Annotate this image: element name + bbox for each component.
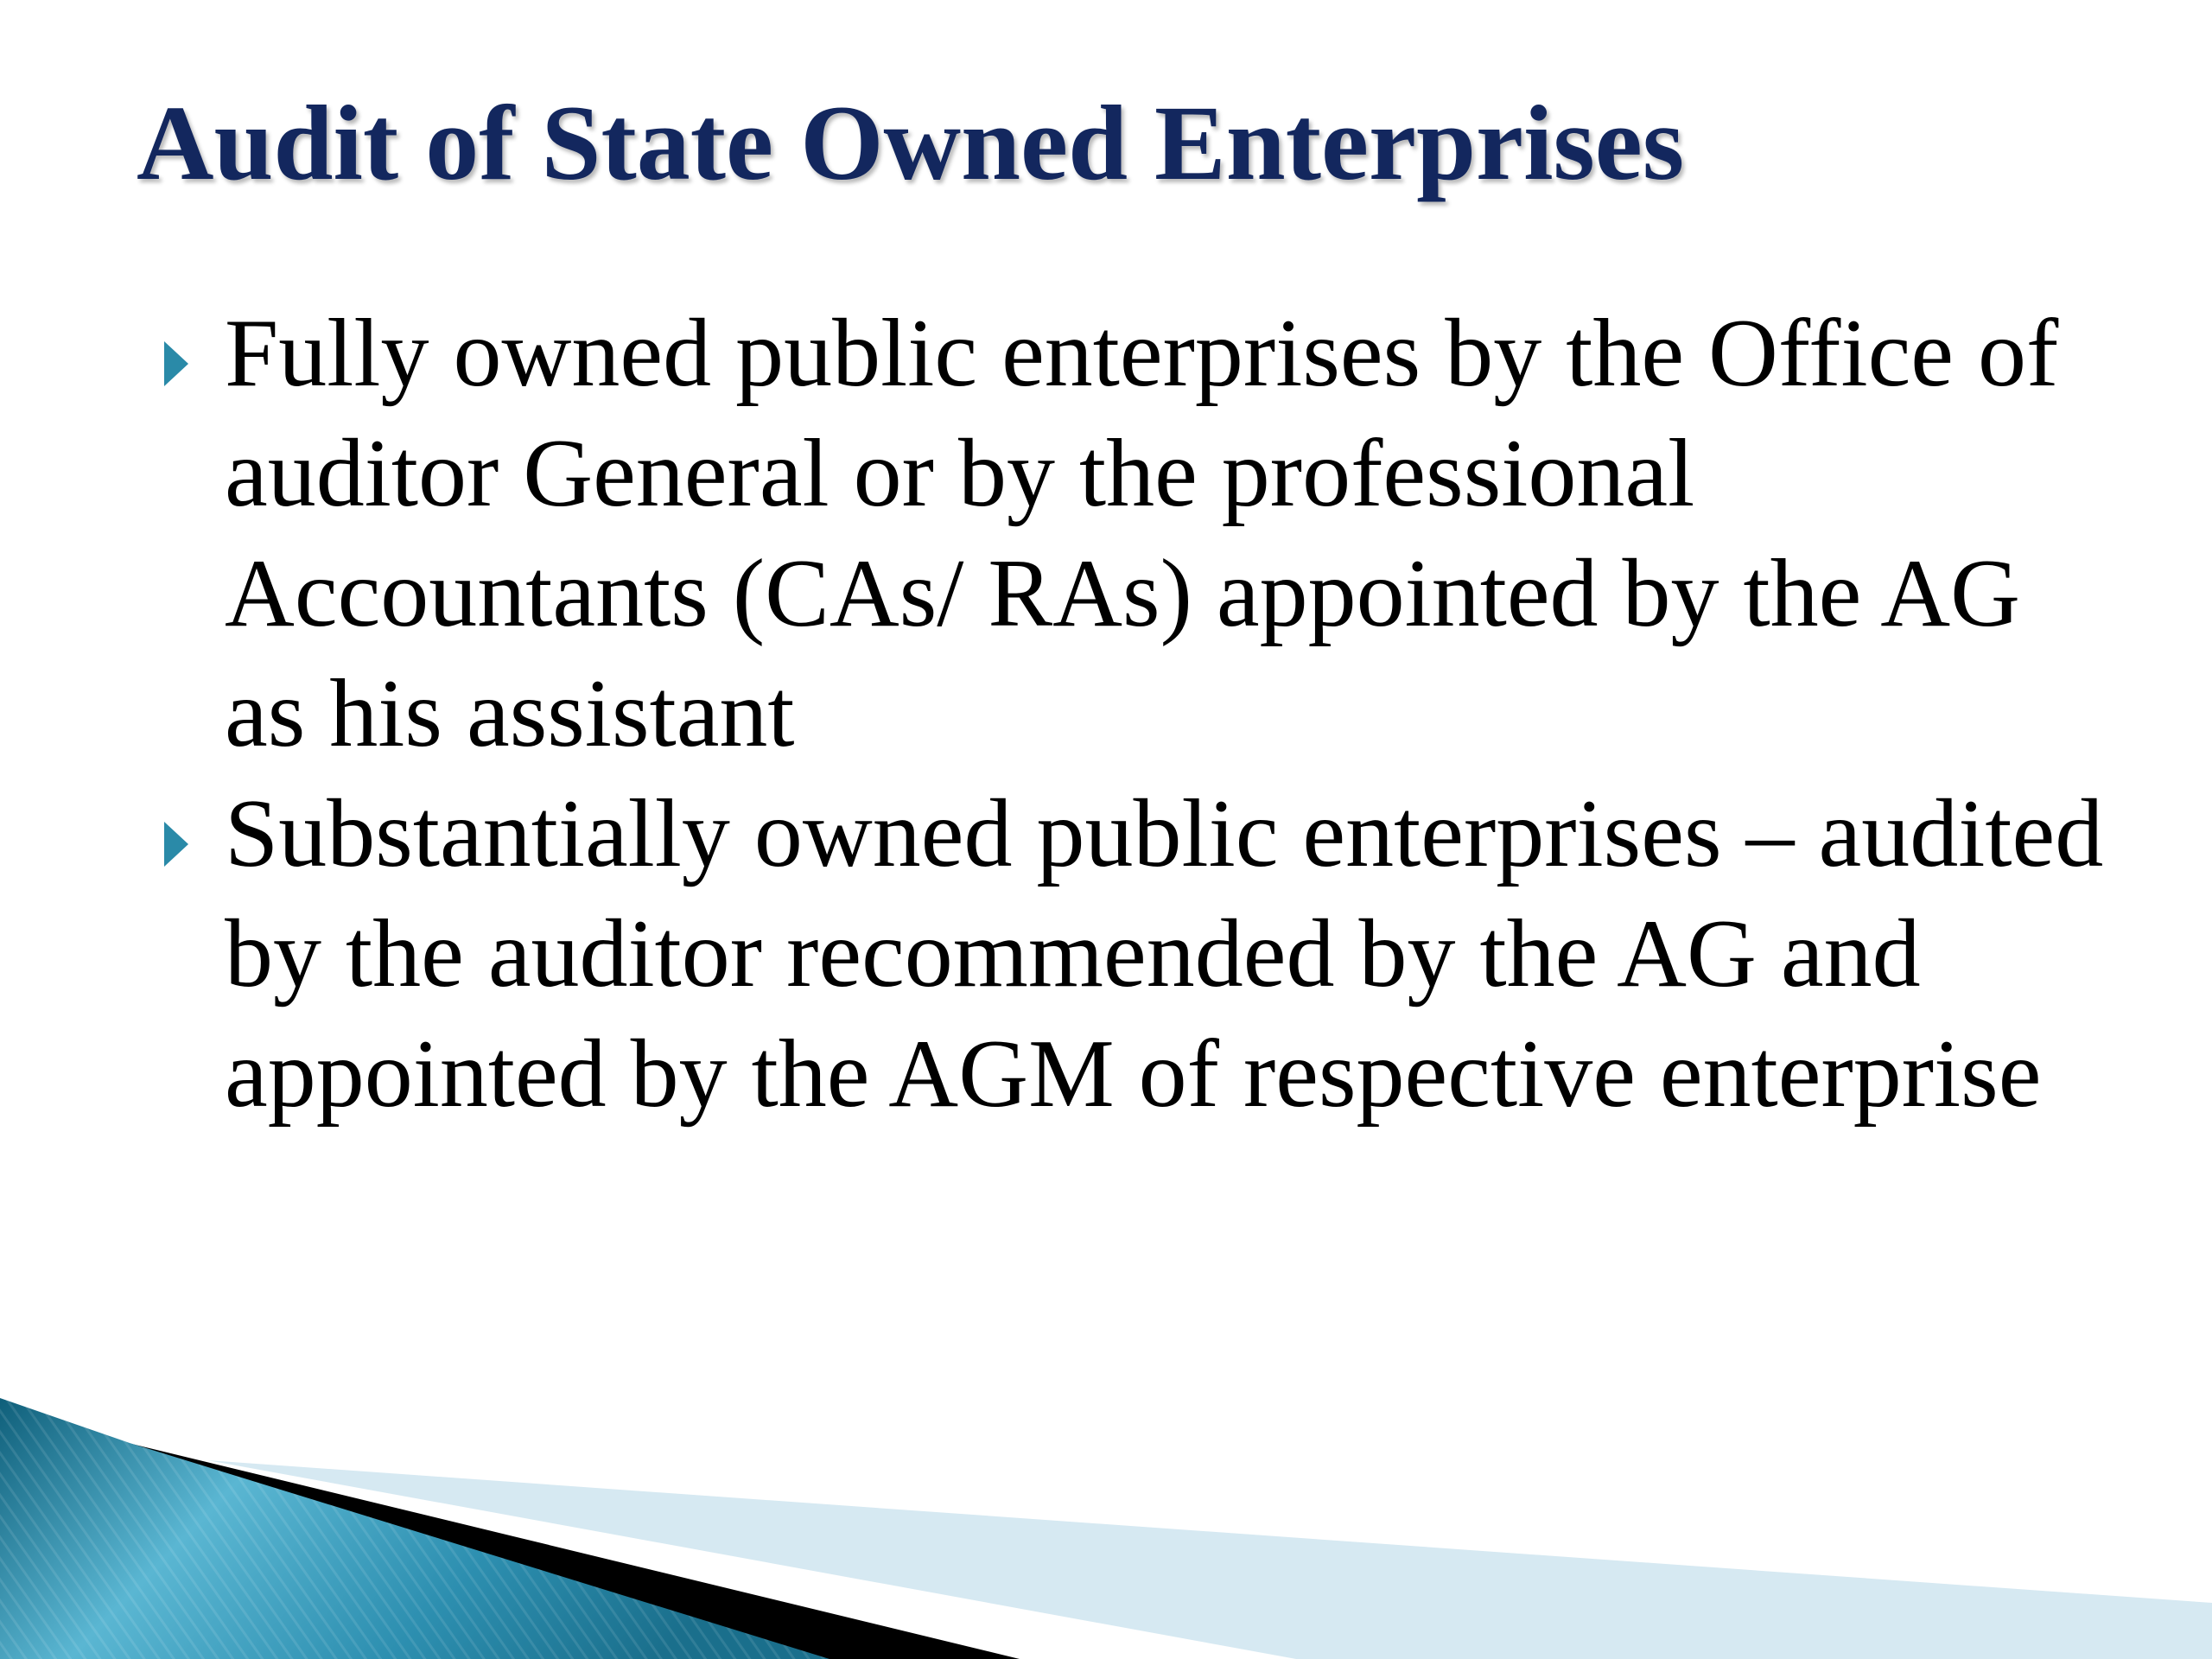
bullet-item xyxy=(164,774,2108,1135)
bullet-item xyxy=(164,294,2108,774)
bullet-list xyxy=(164,294,2108,1135)
bullet-text: Substantially owned public enterprises – audited by the auditor recommended by the AG and appointed by the AGM of respective enterprise xyxy=(225,780,2104,1128)
teal-wedge-shape xyxy=(0,1398,830,1659)
bullet-text: Fully owned public enterprises by the Office of auditor General or by the professional Accountants (CAs/ RAs) appointed by the AG as his assistant xyxy=(225,300,2059,767)
dark-band-shape xyxy=(78,1441,1020,1659)
slide-title: Audit of State Owned Enterprises xyxy=(137,84,1685,202)
triangle-bullet-icon xyxy=(164,822,188,867)
triangle-bullet-icon xyxy=(164,341,188,386)
light-band-shape xyxy=(207,1460,2212,1659)
